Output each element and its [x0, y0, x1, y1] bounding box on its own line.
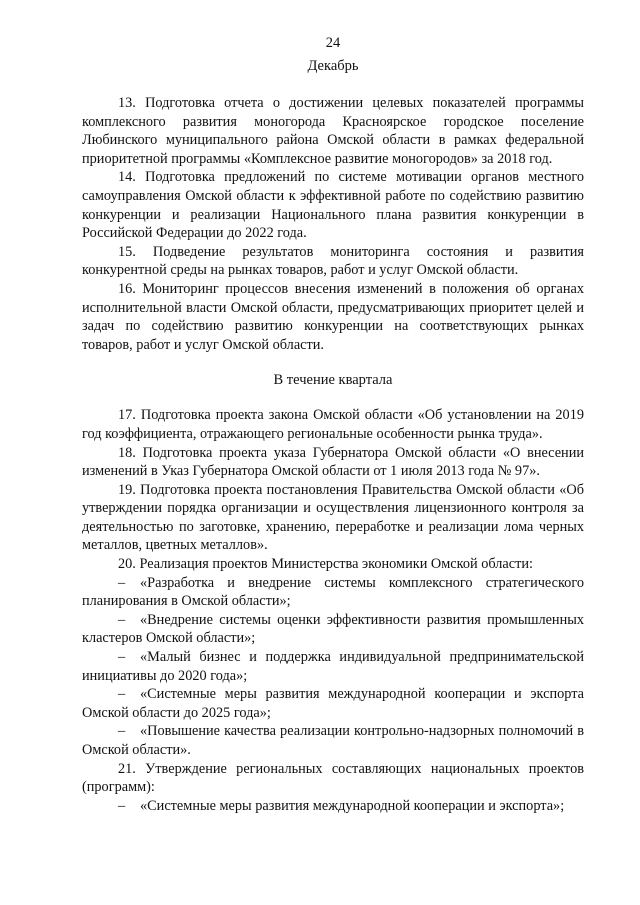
dash-item-text: «Системные меры развития международной кооперации и экспорта»; [140, 797, 565, 814]
dash-item [82, 797, 584, 816]
dash-item [82, 574, 584, 611]
paragraph-19: 19. Подготовка проекта постановления Правительства Омской области «Об утверждении порядка организации и осуществления лицензионного контроля за деятельностью по заготовке, хранению, переработке и реализации лома черных металлов, цветных металлов». [82, 481, 584, 554]
dash-item-text: «Разработка и внедрение системы комплексного стратегического планирования в Омской области»; [82, 574, 584, 610]
paragraph-15: 15. Подведение результатов мониторинга состояния и развития конкурентной среды на рынках товаров, работ и услуг Омской области. [82, 243, 584, 279]
dash-item [82, 685, 584, 722]
paragraph-20: 20. Реализация проектов Министерства экономики Омской области: [118, 556, 533, 573]
paragraph-14: 14. Подготовка предложений по системе мотивации органов местного самоуправления Омской области к эффективной работе по содействию развитию конкуренции и реализации Национального плана развития конкуренции в Российской Федерации до 2022 года. [82, 169, 584, 242]
paragraph-17: 17. Подготовка проекта закона Омской области «Об установлении на 2019 год коэффициента, отражающего региональные особенности рынка труда». [82, 407, 584, 442]
paragraph-18: 18. Подготовка проекта указа Губернатора Омской области «О внесении изменений в Указ Губернатора Омской области от 1 июля 2013 года № 97». [82, 444, 584, 480]
section-heading-december: Декабрь [307, 58, 359, 74]
section-heading-quarter: В течение квартала [273, 372, 393, 389]
section-december [82, 94, 584, 354]
section-quarter [82, 406, 584, 815]
dash-marker: – [118, 797, 126, 814]
dash-item [82, 722, 584, 759]
dash-item [82, 648, 584, 685]
paragraph-13: 13. Подготовка отчета о достижении целевых показателей программы комплексного развития моногорода Красноярское городское поселение Любинского муниципального района Омской области в рамках федеральной приоритетной программы «Комплексное развитие моногородов» за 2018 год. [82, 95, 584, 167]
dash-marker: – [118, 723, 126, 740]
dash-marker: – [118, 686, 126, 703]
dash-marker: – [118, 574, 126, 591]
dash-marker: – [118, 611, 126, 628]
dash-item [82, 611, 584, 648]
dash-marker: – [118, 649, 126, 666]
paragraph-21: 21. Утверждение региональных составляющих национальных проектов (программ): [82, 760, 584, 796]
paragraph-16: 16. Мониторинг процессов внесения изменений в положения об органах исполнительной власти Омской области, предусматривающих приоритет целей и задач по содействию развитию конкуренции на соответствующих рынках товаров, работ и услуг Омской области. [82, 280, 584, 353]
dash-item-text: «Системные меры развития международной кооперации и экспорта Омской области до 2025 года»; [82, 686, 584, 721]
dash-item-text: «Малый бизнес и поддержка индивидуальной предпринимательской инициативы до 2020 года»; [82, 649, 584, 684]
dash-item-text: «Повышение качества реализации контрольно-надзорных полномочий в Омской области». [82, 723, 584, 758]
page-number: 24 [325, 35, 341, 51]
dash-item-text: «Внедрение системы оценки эффективности развития промышленных кластеров Омской области»; [82, 611, 584, 647]
